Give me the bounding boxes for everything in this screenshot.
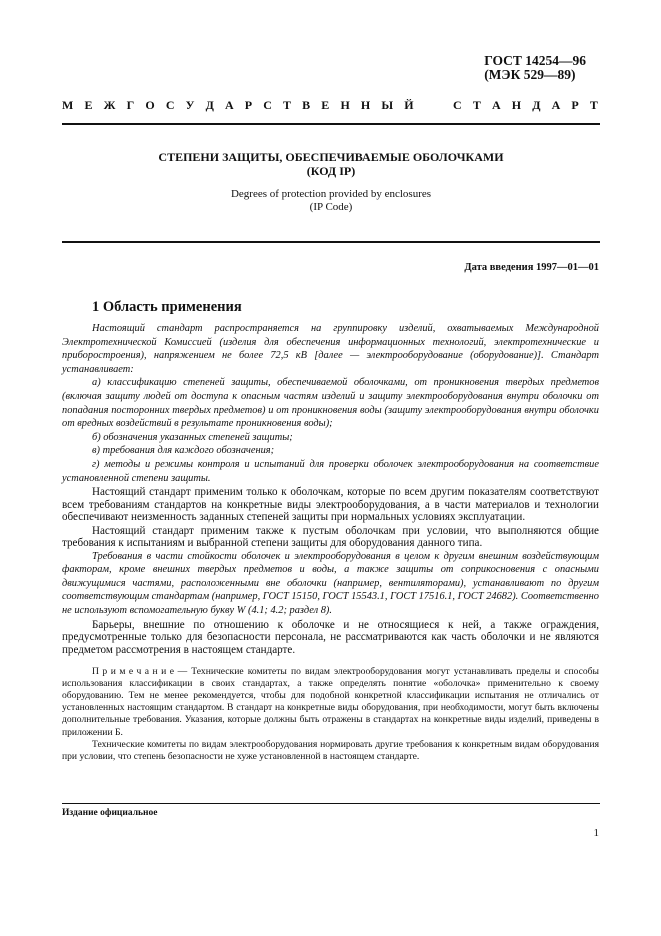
interstate-letter: Е [84,98,93,112]
barriers-paragraph: Барьеры, внешние по отношению к оболочке и не относящиеся к ней, а также ограждения, предусмотренные только для безопасности персонала, не рассматриваются как часть оболочки и не являются предметом рассмотрения в настоящем стандарте. [62,618,599,656]
interstate-letter: Н [360,98,371,112]
standard-number-block [484,54,586,82]
list-item-b: б) обозначения указанных степеней защиты; [92,431,293,443]
interstate-letter [425,98,428,112]
interstate-letter: Т [283,98,292,112]
empty-enclosures-paragraph: Настоящий стандарт применим также к пустым оболочкам при условии, что выполняются общие требования к испытаниям и выбранной степени защиты для оборудования данного типа. [62,524,599,550]
interstate-letter: С [165,98,175,112]
english-title-line-2: (IP Code) [309,201,353,213]
interstate-letter: В [302,98,311,112]
section-heading: 1 Область применения [92,299,242,315]
top-rule [62,123,600,125]
interstate-letter: А [491,98,501,112]
applicability-paragraph: Настоящий стандарт применим только к оболочкам, которые по всем другим показателям соответствуют всем требованиям стандартов на конкретные виды электрооборудования, а в части материалов и технологии обеспечивают неизменность заданных степеней защиты при нормальных условиях эксплуатации. [62,486,599,524]
gost-number: ГОСТ 14254—96 [484,53,586,68]
interstate-letter: Ж [103,98,116,112]
section-body [62,322,599,763]
interstate-letter: О [145,98,155,112]
scope-paragraph: Настоящий стандарт распространяется на группировку изделий, охватываемых Международной Электротехнической Комиссией (изделия для обеспечения информационных технологий, электротехнические и приборостроения), напряжением не более 72,5 кВ [далее — электрооборудование (оборудование)]. Стандарт устанавливает: [62,323,599,375]
english-title [62,188,600,214]
document-title [62,150,600,178]
interstate-letter: Е [321,98,330,112]
interstate-letter: Д [532,98,541,112]
interstate-letter: Н [340,98,350,112]
note-label: Примечание [92,666,178,678]
committees-paragraph: Технические комитеты по видам электрооборудования нормировать другие требования к конкретным видам оборудования при условии, что степень безопасности не хуже установленной в настоящем стандарте. [62,738,599,762]
interstate-letter: С [263,98,272,112]
spacer [62,656,599,666]
other-requirements-paragraph: Требования в части стойкости оболочек и электрооборудования в целом к другим внешним воздействующим факторам, кроме внешних твердых предметов и воды, а также защиты от соприкосновения с опасными движущимися частями, расположенными вне оболочки (например, вентиляторами), устанавливают по другим соответствующим стандартам (например, ГОСТ 15150, ГОСТ 15543.1, ГОСТ 17516.1, ГОСТ 24682). Соответственно не используют вспомогательную букву W (4.1; 4.2; раздел 8). [62,550,599,616]
list-item-a: а) классификацию степеней защиты, обеспечиваемой оболочками, от проникновения твердых предметов (включая защиту людей от доступа к опасным частям изделий и защиту электрооборудования внутри оболочки от попадания посторонних твердых предметов) и от проникновения воды (защиту электрооборудования внутри оболочки от вредных воздействий в результате проникновения воды); [62,377,599,430]
footer-rule [62,803,600,804]
official-edition-label: Издание официальное [62,808,158,818]
interstate-letter: А [551,98,561,112]
interstate-letter: С [453,98,462,112]
interstate-letter: Т [472,98,481,112]
note-text: — Технические комитеты по видам электрооборудования могут устанавливать пределы и способы использования классификации в своих стандартах, а также определять понятие «оболочка» применительно к своему оборудованию. Тем не менее рекомендуется, чтобы для подобной конкретной классификации испытания не отличались от установленных настоящим стандартом. В стандарт на конкретные виды оборудования, при необходимости, могут быть включены дополнительные требования. Указания, которые должны быть отражены в стандартах на конкретные виды изделий, приведены в приложении Б. [62,666,599,738]
interstate-letter: Д [205,98,214,112]
title-line-2: (КОД IP) [306,164,356,178]
interstate-letter: Р [571,98,579,112]
list-item-g: г) методы и режимы контроля и испытаний для проверки оболочек электрооборудования на соответствие установленной степени защиты. [62,458,599,484]
interstate-letter: Н [511,98,522,112]
interstate-letter: Й [404,98,414,112]
interstate-letter: А [224,98,234,112]
title-line-1: СТЕПЕНИ ЗАЩИТЫ, ОБЕСПЕЧИВАЕМЫЕ ОБОЛОЧКАМИ [158,150,504,164]
interstate-standard-banner [62,98,598,112]
interstate-letter: Р [244,98,253,112]
list-item-v: в) требования для каждого обозначения; [92,445,275,457]
page-number: 1 [593,827,599,839]
note-paragraph [62,666,599,739]
interstate-letter: У [185,98,195,112]
interstate-letter: Ы [381,98,394,112]
introduction-date: Дата введения 1997—01—01 [464,262,599,273]
interstate-letter: Т [589,98,598,112]
english-title-line-1: Degrees of protection provided by enclosures [230,188,432,200]
title-bottom-rule [62,241,600,243]
interstate-letter: Г [126,98,135,112]
interstate-letter [439,98,442,112]
iec-number: (МЭК 529—89) [484,67,576,82]
interstate-letter: М [62,98,74,112]
